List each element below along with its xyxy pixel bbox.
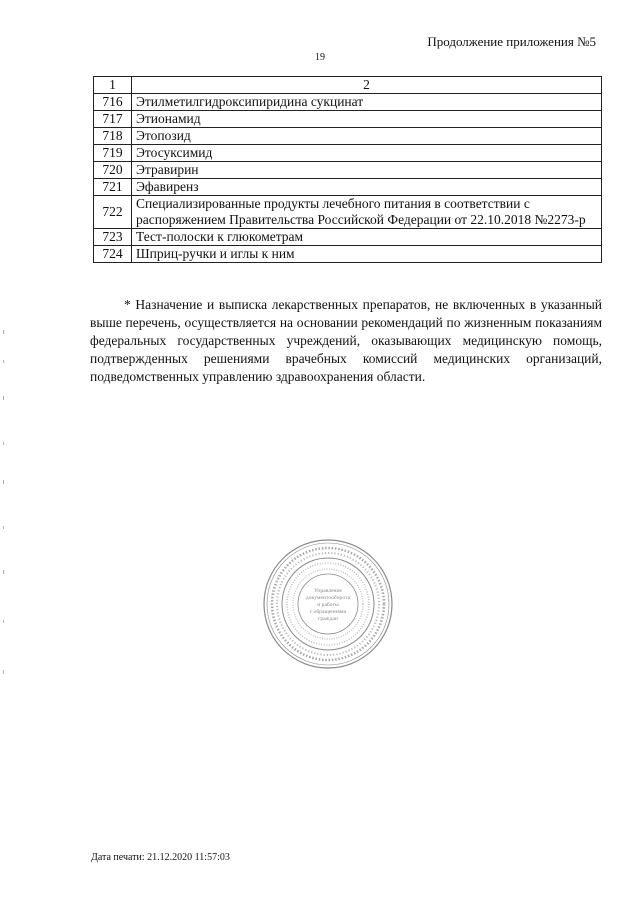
row-number: 724 <box>94 246 132 263</box>
table-row <box>94 145 602 162</box>
column-header-number: 1 <box>94 77 132 94</box>
table-row <box>94 162 602 179</box>
table-row <box>94 94 602 111</box>
table-row <box>94 179 602 196</box>
row-number: 720 <box>94 162 132 179</box>
stamp-text-line: с обращениями <box>309 609 347 615</box>
row-name: Специализированные продукты лечебного питания в соответствии с распоряжением Правительства Российской Федерации от 22.10.2018 №2273-р <box>132 196 602 229</box>
page-number: 19 <box>315 52 325 63</box>
table-header-row <box>94 77 602 94</box>
row-number: 723 <box>94 229 132 246</box>
row-name: Этосуксимид <box>132 145 602 162</box>
table-row <box>94 246 602 263</box>
stamp-text-line: документооборота <box>305 595 351 601</box>
row-name: Эфавиренз <box>132 179 602 196</box>
official-seal-stamp <box>262 538 394 670</box>
row-number: 718 <box>94 128 132 145</box>
table-row <box>94 128 602 145</box>
print-date: Дата печати: 21.12.2020 11:57:03 <box>91 852 230 863</box>
row-number: 722 <box>94 196 132 229</box>
row-name: Шприц-ручки и иглы к ним <box>132 246 602 263</box>
table-row <box>94 229 602 246</box>
row-number: 721 <box>94 179 132 196</box>
row-name: Этионамид <box>132 111 602 128</box>
row-name: Этравирин <box>132 162 602 179</box>
drug-list-table <box>93 76 602 263</box>
stamp-text-line: граждан <box>318 616 338 622</box>
column-header-name: 2 <box>132 77 602 94</box>
continuation-header: Продолжение приложения №5 <box>427 34 596 49</box>
row-name: Тест-полоски к глюкометрам <box>132 229 602 246</box>
stamp-text-line: Управление <box>313 588 343 594</box>
table-row <box>94 111 602 128</box>
row-number: 719 <box>94 145 132 162</box>
table-row <box>94 196 602 229</box>
row-number: 717 <box>94 111 132 128</box>
stamp-text-line: и работы <box>317 602 339 608</box>
row-name: Этопозид <box>132 128 602 145</box>
row-name: Этилметилгидроксипиридина сукцинат <box>132 94 602 111</box>
row-number: 716 <box>94 94 132 111</box>
margin-scan-marks <box>2 330 5 690</box>
footnote: * Назначение и выписка лекарственных препаратов, не включенных в указанный выше перечень, осуществляется на основании рекомендаций по жизненным показаниям федеральных государственных учреждений, оказывающих медицинскую помощь, подтвержденных решениями врачебных комиссий медицинских организаций, подведомственных управлению здравоохранения области. <box>90 297 602 384</box>
